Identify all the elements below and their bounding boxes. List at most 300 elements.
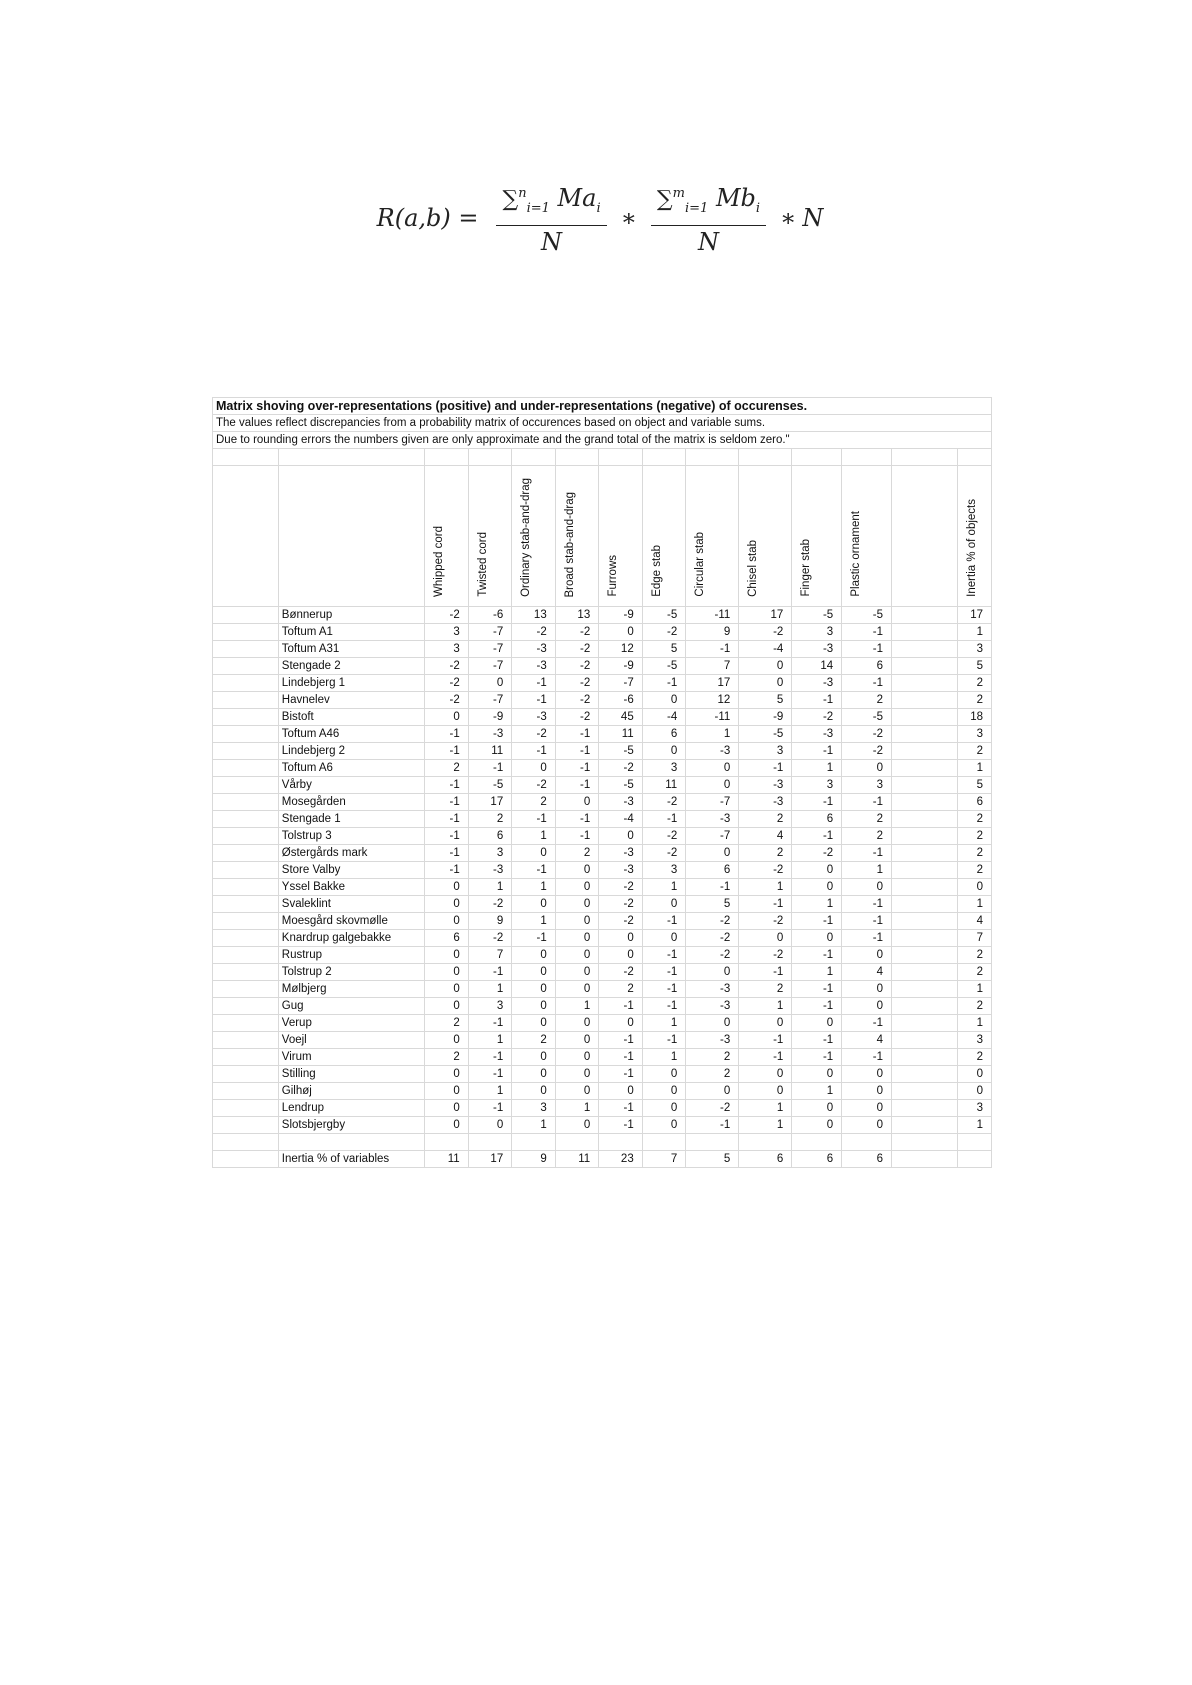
row-inertia: 3 xyxy=(957,726,991,743)
matrix-cell: -2 xyxy=(555,624,599,641)
matrix-cell: 3 xyxy=(512,1100,556,1117)
matrix-cell: -7 xyxy=(468,658,512,675)
matrix-cell: 3 xyxy=(792,624,842,641)
matrix-cell: 1 xyxy=(686,726,739,743)
matrix-title: Matrix shoving over-representations (positive) and under-representations (negative) of occurenses. xyxy=(213,398,958,415)
matrix-cell: -1 xyxy=(468,760,512,777)
row-site-name: Stilling xyxy=(278,1066,424,1083)
formula xyxy=(300,178,900,258)
matrix-cell: -2 xyxy=(425,658,469,675)
inertia-objects-header xyxy=(957,466,991,607)
matrix-cell: 0 xyxy=(842,1117,892,1134)
row-site-name: Yssel Bakke xyxy=(278,879,424,896)
matrix-cell: -7 xyxy=(468,624,512,641)
matrix-cell: 0 xyxy=(555,1083,599,1100)
matrix-cell: -2 xyxy=(686,1100,739,1117)
matrix-cell: -2 xyxy=(739,624,792,641)
matrix-cell: 17 xyxy=(468,794,512,811)
row-site-name: Tolstrup 3 xyxy=(278,828,424,845)
matrix-cell: -3 xyxy=(792,641,842,658)
row-inertia: 5 xyxy=(957,777,991,794)
formula-right-denominator: N xyxy=(697,227,719,256)
formula-left-index: i=1 xyxy=(526,200,550,216)
matrix-cell: 2 xyxy=(425,760,469,777)
matrix-cell: 0 xyxy=(792,1100,842,1117)
matrix-cell: 11 xyxy=(468,743,512,760)
matrix-cell: 0 xyxy=(555,1049,599,1066)
matrix-cell: -5 xyxy=(468,777,512,794)
matrix-cell: 0 xyxy=(642,930,686,947)
matrix-cell: 3 xyxy=(425,641,469,658)
matrix-cell: -5 xyxy=(599,777,643,794)
matrix-cell: 1 xyxy=(555,1100,599,1117)
inertia-variable-value: 23 xyxy=(599,1151,643,1168)
row-inertia: 0 xyxy=(957,879,991,896)
matrix-cell: -3 xyxy=(686,811,739,828)
matrix-cell: 3 xyxy=(642,760,686,777)
matrix-cell: 12 xyxy=(599,641,643,658)
matrix-cell: 0 xyxy=(739,675,792,692)
matrix-cell: -11 xyxy=(686,709,739,726)
matrix-cell: -1 xyxy=(599,1066,643,1083)
matrix-cell: 0 xyxy=(792,1117,842,1134)
matrix-cell: -7 xyxy=(468,641,512,658)
table-row xyxy=(213,1066,992,1083)
column-header-label: Edge stab xyxy=(650,545,663,597)
matrix-cell: 0 xyxy=(555,879,599,896)
column-header-label: Ordinary stab-and-drag xyxy=(520,478,533,597)
matrix-cell: 2 xyxy=(468,811,512,828)
matrix-cell: -1 xyxy=(425,828,469,845)
matrix-cell: -5 xyxy=(599,743,643,760)
matrix-cell: 0 xyxy=(512,1015,556,1032)
matrix-cell: -9 xyxy=(599,658,643,675)
matrix-cell: -3 xyxy=(468,862,512,879)
matrix-cell: 0 xyxy=(468,675,512,692)
formula-tail: N xyxy=(802,204,824,232)
matrix-cell: 5 xyxy=(686,896,739,913)
matrix-cell: 4 xyxy=(842,964,892,981)
column-header-label: Broad stab-and-drag xyxy=(563,491,576,597)
matrix-cell: -2 xyxy=(555,675,599,692)
column-header xyxy=(642,466,686,607)
matrix-cell: 1 xyxy=(468,981,512,998)
inertia-variable-value: 17 xyxy=(468,1151,512,1168)
matrix-cell: 0 xyxy=(599,1015,643,1032)
matrix-cell: -1 xyxy=(555,743,599,760)
matrix-cell: -1 xyxy=(425,845,469,862)
row-site-name: Mosegården xyxy=(278,794,424,811)
matrix-cell: 0 xyxy=(739,1083,792,1100)
column-header xyxy=(512,466,556,607)
matrix-cell: -7 xyxy=(686,794,739,811)
matrix-cell: 0 xyxy=(555,930,599,947)
matrix-cell: 0 xyxy=(555,1015,599,1032)
inertia-variable-value: 6 xyxy=(792,1151,842,1168)
inertia-objects-label: Inertia % of objects xyxy=(965,499,978,597)
matrix-table xyxy=(212,397,992,1168)
matrix-cell: -1 xyxy=(842,1015,892,1032)
matrix-cell: -1 xyxy=(599,1049,643,1066)
matrix-cell: -3 xyxy=(512,641,556,658)
matrix-cell: -2 xyxy=(425,607,469,624)
matrix-cell: 6 xyxy=(425,930,469,947)
matrix-cell: -1 xyxy=(842,675,892,692)
matrix-cell: -1 xyxy=(468,1015,512,1032)
matrix-cell: 1 xyxy=(468,879,512,896)
matrix-cell: -1 xyxy=(642,675,686,692)
matrix-cell: 0 xyxy=(842,1083,892,1100)
table-row xyxy=(213,896,992,913)
row-site-name: Toftum A6 xyxy=(278,760,424,777)
matrix-cell: 0 xyxy=(425,879,469,896)
matrix-cell: 0 xyxy=(792,862,842,879)
matrix-cell: -1 xyxy=(792,692,842,709)
matrix-cell: -1 xyxy=(842,930,892,947)
matrix-cell: -2 xyxy=(842,743,892,760)
matrix-cell: 0 xyxy=(425,896,469,913)
matrix-cell: -5 xyxy=(642,607,686,624)
row-inertia: 17 xyxy=(957,607,991,624)
matrix-cell: 0 xyxy=(739,1066,792,1083)
matrix-cell: -1 xyxy=(642,981,686,998)
row-inertia: 0 xyxy=(957,1066,991,1083)
row-inertia: 2 xyxy=(957,828,991,845)
matrix-cell: 4 xyxy=(739,828,792,845)
matrix-cell: -2 xyxy=(555,658,599,675)
column-header xyxy=(555,466,599,607)
matrix-cell: 6 xyxy=(792,811,842,828)
row-inertia: 2 xyxy=(957,862,991,879)
matrix-cell: 0 xyxy=(686,1083,739,1100)
row-inertia: 2 xyxy=(957,1049,991,1066)
row-site-name: Verup xyxy=(278,1015,424,1032)
matrix-cell: -2 xyxy=(686,913,739,930)
inertia-variable-value: 6 xyxy=(842,1151,892,1168)
matrix-cell: 0 xyxy=(842,760,892,777)
matrix-cell: -1 xyxy=(686,1117,739,1134)
matrix-cell: 3 xyxy=(425,624,469,641)
matrix-cell: 0 xyxy=(555,1066,599,1083)
matrix-cell: 1 xyxy=(555,998,599,1015)
matrix-cell: 0 xyxy=(425,1083,469,1100)
matrix-cell: -3 xyxy=(739,777,792,794)
matrix-cell: 14 xyxy=(792,658,842,675)
formula-left-fraction: $\frac{\sum^n_{i=1} Ma_i}{N}$ xyxy=(496,180,606,256)
matrix-note-2: Due to rounding errors the numbers given are only approximate and the grand total of the matrix is seldom zero." xyxy=(213,432,958,449)
matrix-cell: 0 xyxy=(425,964,469,981)
matrix-cell: 1 xyxy=(642,879,686,896)
matrix-cell: -4 xyxy=(739,641,792,658)
matrix-cell: -3 xyxy=(686,743,739,760)
matrix-cell: -1 xyxy=(642,811,686,828)
row-site-name: Vårby xyxy=(278,777,424,794)
matrix-cell: -1 xyxy=(425,862,469,879)
matrix-cell: 3 xyxy=(468,845,512,862)
matrix-cell: -2 xyxy=(512,726,556,743)
row-inertia: 3 xyxy=(957,641,991,658)
matrix-cell: 1 xyxy=(512,913,556,930)
row-inertia: 1 xyxy=(957,1117,991,1134)
row-inertia: 2 xyxy=(957,998,991,1015)
matrix-cell: 2 xyxy=(425,1015,469,1032)
matrix-cell: -2 xyxy=(842,726,892,743)
matrix-cell: 0 xyxy=(512,998,556,1015)
matrix-cell: -1 xyxy=(599,998,643,1015)
matrix-cell: 0 xyxy=(425,947,469,964)
matrix-cell: 0 xyxy=(792,1066,842,1083)
matrix-cell: 0 xyxy=(425,1032,469,1049)
matrix-cell: 0 xyxy=(686,1015,739,1032)
column-header-label: Plastic ornament xyxy=(850,511,863,597)
matrix-cell: 0 xyxy=(512,981,556,998)
matrix-cell: 0 xyxy=(512,845,556,862)
row-inertia: 18 xyxy=(957,709,991,726)
matrix-cell: -2 xyxy=(555,709,599,726)
formula-right-fraction: $\frac{\sum^m_{i=1} Mb_i}{N}$ xyxy=(651,180,766,256)
matrix-cell: 0 xyxy=(512,1049,556,1066)
inertia-variable-value: 6 xyxy=(739,1151,792,1168)
matrix-cell: 2 xyxy=(842,692,892,709)
matrix-cell: 2 xyxy=(425,1049,469,1066)
matrix-cell: 1 xyxy=(512,1117,556,1134)
matrix-cell: 45 xyxy=(599,709,643,726)
matrix-cell: -1 xyxy=(555,726,599,743)
row-site-name: Gug xyxy=(278,998,424,1015)
matrix-cell: 0 xyxy=(599,1083,643,1100)
matrix-cell: -3 xyxy=(739,794,792,811)
row-inertia: 2 xyxy=(957,964,991,981)
matrix-cell: -1 xyxy=(425,726,469,743)
matrix-cell: 1 xyxy=(739,998,792,1015)
row-inertia: 3 xyxy=(957,1032,991,1049)
matrix-cell: 9 xyxy=(468,913,512,930)
table-row xyxy=(213,1032,992,1049)
formula-right-subscript: i xyxy=(755,200,761,216)
matrix-cell: -3 xyxy=(599,862,643,879)
matrix-cell: 0 xyxy=(686,964,739,981)
matrix-cell: -2 xyxy=(599,896,643,913)
formula-times-2: ∗ xyxy=(780,204,797,232)
matrix-cell: -9 xyxy=(739,709,792,726)
matrix-cell: -1 xyxy=(512,862,556,879)
row-site-name: Mølbjerg xyxy=(278,981,424,998)
column-header xyxy=(599,466,643,607)
row-site-name: Tolstrup 2 xyxy=(278,964,424,981)
matrix-cell: -1 xyxy=(512,811,556,828)
matrix-cell: 1 xyxy=(739,1117,792,1134)
matrix-cell: -2 xyxy=(642,845,686,862)
column-header-label: Circular stab xyxy=(694,532,707,597)
matrix-cell: -1 xyxy=(842,845,892,862)
matrix-cell: -1 xyxy=(425,811,469,828)
matrix-cell: -1 xyxy=(555,828,599,845)
matrix-cell: 0 xyxy=(842,1066,892,1083)
table-row xyxy=(213,913,992,930)
matrix-cell: 0 xyxy=(512,947,556,964)
matrix-cell: 1 xyxy=(792,1083,842,1100)
matrix-cell: 6 xyxy=(468,828,512,845)
row-site-name: Knardrup galgebakke xyxy=(278,930,424,947)
matrix-cell: 0 xyxy=(425,1066,469,1083)
row-inertia: 2 xyxy=(957,675,991,692)
matrix-cell: -5 xyxy=(642,658,686,675)
matrix-cell: -1 xyxy=(642,947,686,964)
matrix-cell: 0 xyxy=(555,947,599,964)
matrix-cell: 0 xyxy=(686,845,739,862)
matrix-cell: 0 xyxy=(792,879,842,896)
column-header-label: Chisel stab xyxy=(747,540,760,597)
matrix-cell: 0 xyxy=(842,1100,892,1117)
matrix-cell: -2 xyxy=(425,675,469,692)
row-site-name: Stengade 1 xyxy=(278,811,424,828)
matrix-cell: 0 xyxy=(555,1032,599,1049)
matrix-cell: -1 xyxy=(642,913,686,930)
matrix-cell: -3 xyxy=(686,981,739,998)
matrix-cell: -2 xyxy=(555,692,599,709)
matrix-cell: -1 xyxy=(555,760,599,777)
row-inertia: 1 xyxy=(957,760,991,777)
formula-left-numerator: Ma xyxy=(557,184,597,213)
matrix-cell: 0 xyxy=(425,913,469,930)
matrix-cell: 1 xyxy=(642,1015,686,1032)
matrix-cell: 0 xyxy=(792,1015,842,1032)
matrix-cell: -1 xyxy=(792,794,842,811)
row-inertia: 1 xyxy=(957,896,991,913)
matrix-cell: -3 xyxy=(686,998,739,1015)
matrix-cell: 17 xyxy=(686,675,739,692)
matrix-cell: -1 xyxy=(512,743,556,760)
matrix-cell: -9 xyxy=(599,607,643,624)
table-row xyxy=(213,794,992,811)
matrix-cell: -2 xyxy=(792,845,842,862)
row-inertia: 1 xyxy=(957,624,991,641)
matrix-cell: -1 xyxy=(642,998,686,1015)
row-site-name: Lindebjerg 1 xyxy=(278,675,424,692)
inertia-variable-value: 11 xyxy=(425,1151,469,1168)
matrix-cell: 1 xyxy=(512,828,556,845)
column-header xyxy=(425,466,469,607)
matrix-cell: 1 xyxy=(468,1083,512,1100)
matrix-cell: 11 xyxy=(599,726,643,743)
matrix-cell: -2 xyxy=(686,930,739,947)
matrix-cell: -5 xyxy=(739,726,792,743)
matrix-cell: 0 xyxy=(842,879,892,896)
row-site-name: Toftum A31 xyxy=(278,641,424,658)
matrix-cell: -7 xyxy=(686,828,739,845)
matrix-cell: -2 xyxy=(512,624,556,641)
matrix-cell: 0 xyxy=(555,981,599,998)
matrix-cell: -1 xyxy=(425,777,469,794)
row-site-name: Voejl xyxy=(278,1032,424,1049)
matrix-cell: 0 xyxy=(686,777,739,794)
matrix-cell: -2 xyxy=(686,947,739,964)
matrix-cell: 9 xyxy=(686,624,739,641)
table-row xyxy=(213,726,992,743)
matrix-cell: 0 xyxy=(739,930,792,947)
matrix-cell: 0 xyxy=(425,709,469,726)
matrix-cell: -1 xyxy=(739,760,792,777)
row-inertia: 5 xyxy=(957,658,991,675)
matrix-cell: -5 xyxy=(842,709,892,726)
formula-lhs: R(a,b) = xyxy=(376,204,479,232)
row-site-name: Moesgård skovmølle xyxy=(278,913,424,930)
matrix-cell: -1 xyxy=(512,675,556,692)
matrix-cell: 0 xyxy=(599,930,643,947)
matrix-cell: 3 xyxy=(792,777,842,794)
table-row xyxy=(213,845,992,862)
row-site-name: Bistoft xyxy=(278,709,424,726)
matrix-cell: 0 xyxy=(642,692,686,709)
matrix-cell: -1 xyxy=(686,641,739,658)
inertia-variable-value: 11 xyxy=(555,1151,599,1168)
matrix-cell: -2 xyxy=(599,879,643,896)
matrix-cell: -2 xyxy=(512,777,556,794)
matrix-cell: -2 xyxy=(555,641,599,658)
row-site-name: Toftum A1 xyxy=(278,624,424,641)
table-row xyxy=(213,862,992,879)
matrix-cell: 3 xyxy=(468,998,512,1015)
table-row xyxy=(213,947,992,964)
matrix-cell: 2 xyxy=(739,981,792,998)
table-row xyxy=(213,709,992,726)
row-inertia: 2 xyxy=(957,947,991,964)
matrix-cell: 7 xyxy=(468,947,512,964)
matrix-cell: 0 xyxy=(642,1117,686,1134)
formula-right-numerator: Mb xyxy=(715,184,756,213)
matrix-cell: -9 xyxy=(468,709,512,726)
matrix-cell: -2 xyxy=(739,947,792,964)
matrix-cell: 0 xyxy=(599,828,643,845)
matrix-cell: -1 xyxy=(599,1100,643,1117)
matrix-cell: -1 xyxy=(792,998,842,1015)
matrix-cell: 0 xyxy=(555,794,599,811)
row-site-name: Østergårds mark xyxy=(278,845,424,862)
matrix-cell: 0 xyxy=(686,760,739,777)
matrix-cell: 3 xyxy=(642,862,686,879)
matrix-cell: 0 xyxy=(555,964,599,981)
formula-left-subscript: i xyxy=(596,200,601,216)
matrix-cell: 3 xyxy=(842,777,892,794)
row-inertia: 2 xyxy=(957,692,991,709)
matrix-cell: 0 xyxy=(555,862,599,879)
row-inertia: 6 xyxy=(957,794,991,811)
table-row xyxy=(213,981,992,998)
matrix-cell: -3 xyxy=(792,726,842,743)
matrix-cell: 0 xyxy=(512,896,556,913)
matrix-cell: 0 xyxy=(842,998,892,1015)
matrix-cell: 0 xyxy=(425,1100,469,1117)
row-inertia: 1 xyxy=(957,981,991,998)
matrix-cell: -6 xyxy=(468,607,512,624)
table-row xyxy=(213,692,992,709)
matrix-cell: -1 xyxy=(792,981,842,998)
matrix-cell: 7 xyxy=(686,658,739,675)
matrix-cell: -1 xyxy=(842,896,892,913)
row-inertia: 0 xyxy=(957,1083,991,1100)
matrix-cell: 0 xyxy=(468,1117,512,1134)
matrix-cell: -1 xyxy=(842,641,892,658)
matrix-cell: -1 xyxy=(468,1066,512,1083)
matrix-cell: 1 xyxy=(739,1100,792,1117)
matrix-cell: 6 xyxy=(686,862,739,879)
matrix-cell: -2 xyxy=(642,794,686,811)
matrix-cell: 2 xyxy=(686,1066,739,1083)
matrix-cell: -1 xyxy=(842,794,892,811)
table-row xyxy=(213,1117,992,1134)
column-header xyxy=(468,466,512,607)
row-site-name: Slotsbjergby xyxy=(278,1117,424,1134)
